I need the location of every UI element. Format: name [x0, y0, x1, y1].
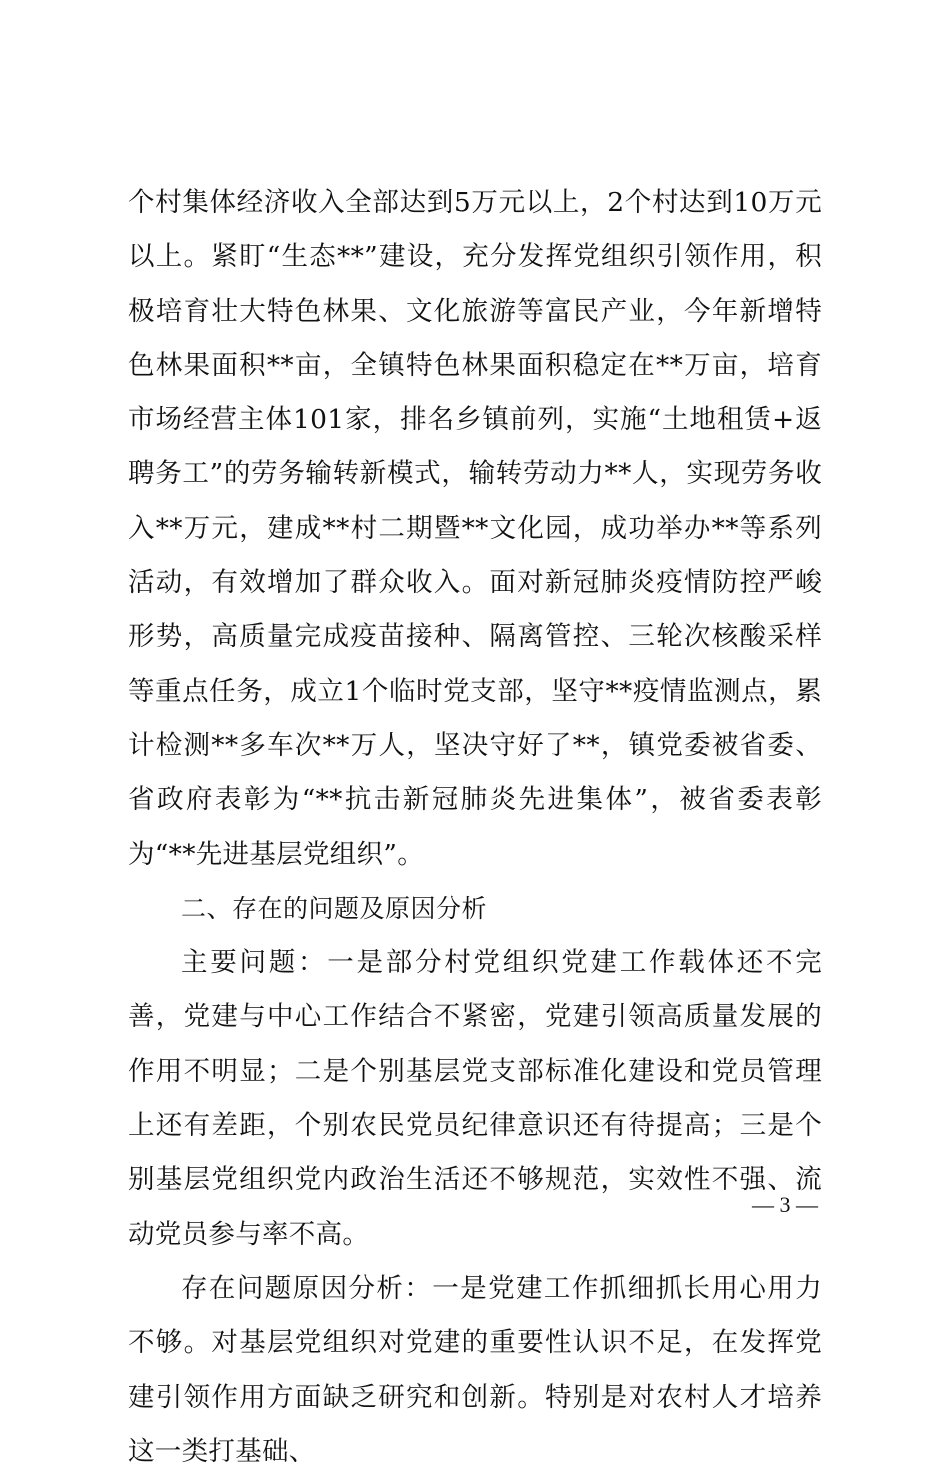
page-number: — 3 — — [752, 1192, 818, 1217]
paragraph-cause-analysis: 存在问题原因分析：一是党建工作抓细抓长用心用力不够。对基层党组织对党建的重要性认识不足，在发挥党建引领作用方面缺乏研究和创新。特别是对农村人才培养这一类打基础、 — [128, 1272, 822, 1467]
document-body — [128, 176, 822, 1479]
paragraph-continuation: 个村集体经济收入全部达到5万元以上，2个村达到10万元以上。紧盯“生态**”建设，充分发挥党组织引领作用，积极培育壮大特色林果、文化旅游等富民产业，今年新增特色林果面积**亩，全镇特色林果面积稳定在**万亩，培育市场经营主体101家，排名乡镇前列，实施“土地租赁+返聘务工”的劳务输转新模式，输转劳动力**人，实现劳务收入**万元，建成**村二期暨**文化园，成功举办**等系列活动，有效增加了群众收入。面对新冠肺炎疫情防控严峻形势，高质量完成疫苗接种、隔离管控、三轮次核酸采样等重点任务，成立1个临时党支部，坚守**疫情监测点，累计检测**多车次**万人，坚决守好了**，镇党委被省委、省政府表彰为“**抗击新冠肺炎先进集体”，被省委表彰为“**先进基层党组织”。 — [128, 187, 822, 870]
section-heading: 二、存在的问题及原因分析 — [181, 893, 488, 923]
paragraph-main-problems: 主要问题：一是部分村党组织党建工作载体还不完善，党建与中心工作结合不紧密，党建引领高质量发展的作用不明显；二是个别基层党支部标准化建设和党员管理上还有差距，个别农民党员纪律意识还有待提高；三是个别基层党组织党内政治生活还不够规范，实效性不强、流动党员参与率不高。 — [128, 947, 822, 1250]
